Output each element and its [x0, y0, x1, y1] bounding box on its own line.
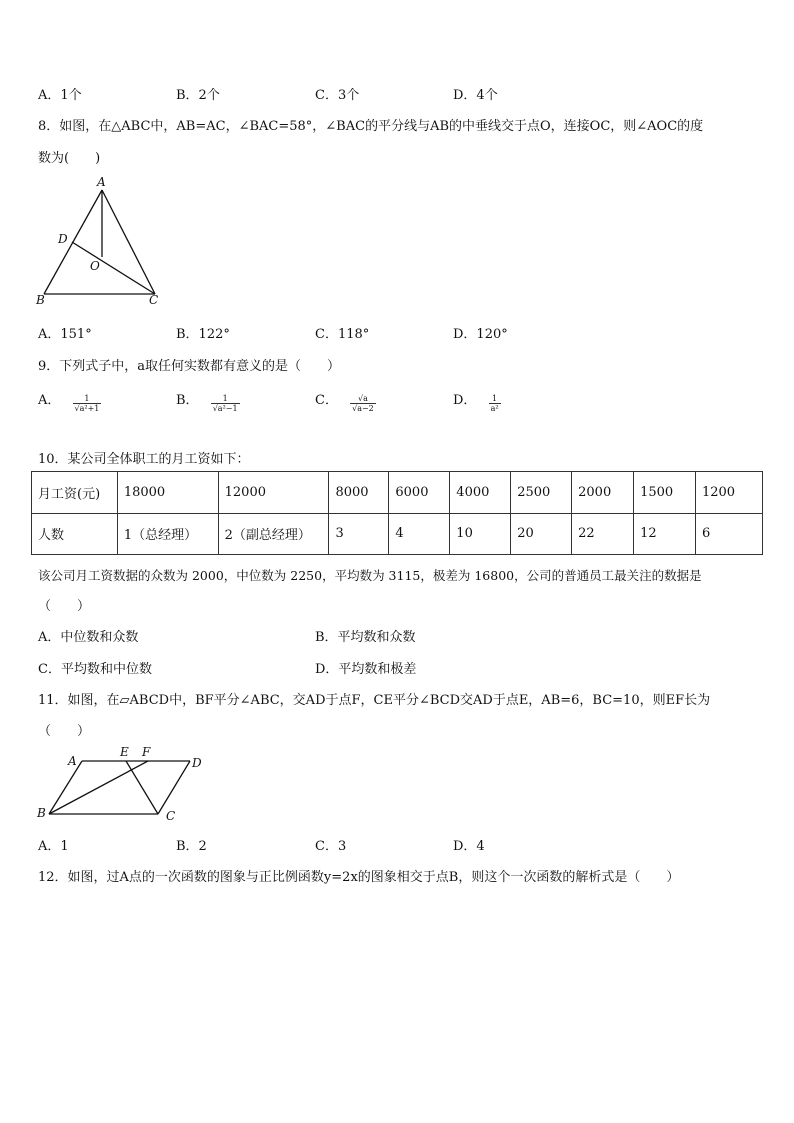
q7-option-d[interactable]: D．4个 [453, 88, 498, 103]
table-cell: 人数 [32, 513, 118, 555]
q11-label-d: D [192, 756, 202, 770]
table-cell: 12000 [218, 472, 329, 514]
q8-option-b[interactable]: B．122° [176, 327, 230, 342]
q8-stem-line2: 数为( ) [38, 151, 101, 166]
q10-option-b[interactable]: B．平均数和众数 [315, 630, 416, 645]
q7-option-a[interactable]: A．1个 [38, 88, 82, 103]
q11-label-a: A [68, 754, 77, 768]
table-cell: 18000 [117, 472, 218, 514]
q10-option-d[interactable]: D．平均数和极差 [315, 662, 417, 677]
q8-option-a[interactable]: A．151° [38, 327, 92, 342]
q9-a-numerator: 1 [84, 394, 90, 403]
table-cell: 3 [329, 513, 389, 555]
table-cell: 1500 [634, 472, 696, 514]
q9-option-a-letter: A． [38, 393, 61, 408]
q8-label-a: A [97, 175, 106, 189]
q9-c-numerator: √a [357, 394, 368, 403]
q9-b-denominator: √a²−1 [212, 404, 238, 413]
table-cell: 4 [389, 513, 450, 555]
table-cell: 4000 [450, 472, 511, 514]
table-cell: 6000 [389, 472, 450, 514]
q7-option-b[interactable]: B．2个 [176, 88, 220, 103]
q11-label-e: E [120, 745, 129, 759]
table-cell: 1200 [695, 472, 762, 514]
table-cell: 22 [572, 513, 634, 555]
table-cell: 2（副总经理） [218, 513, 329, 555]
q11-option-d[interactable]: D．4 [453, 839, 485, 854]
table-cell: 2000 [572, 472, 634, 514]
q12-stem: 12．如图，过A点的一次函数的图象与正比例函数y=2x的图象相交于点B，则这个一次函数的解析式是（ ） [38, 870, 680, 885]
q9-option-b-fraction [211, 394, 240, 413]
q11-stem-line1: 11．如图，在▱ABCD中，BF平分∠ABC，交AD于点F，CE平分∠BCD交AD于点E，AB=6，BC=10，则EF长为 [38, 693, 711, 708]
table-cell: 6 [695, 513, 762, 555]
table-cell: 10 [450, 513, 511, 555]
q10-paragraph-line2: （ ） [38, 599, 91, 614]
q8-option-d[interactable]: D．120° [453, 327, 508, 342]
q11-stem-line2: （ ） [38, 724, 91, 739]
q9-option-c-letter: C． [315, 393, 338, 408]
q8-label-o: O [90, 259, 100, 273]
q9-option-d[interactable] [453, 388, 501, 413]
q11-parallelogram-figure [30, 740, 220, 828]
q8-stem-line1: 8．如图，在△ABC中，AB=AC，∠BAC=58°，∠BAC的平分线与AB的中垂线交于点O，连接OC，则∠AOC的度 [38, 119, 704, 134]
q9-option-c-fraction [350, 394, 376, 413]
table-cell: 12 [634, 513, 696, 555]
table-cell: 1（总经理） [117, 513, 218, 555]
table-cell: 8000 [329, 472, 389, 514]
q9-option-c[interactable] [315, 388, 376, 413]
q9-b-numerator: 1 [222, 394, 228, 403]
q9-c-denominator: √a−2 [352, 404, 374, 413]
q9-option-a-fraction [73, 394, 102, 413]
q10-option-c[interactable]: C．平均数和中位数 [38, 662, 152, 677]
q8-label-c: C [149, 293, 159, 307]
q11-label-c: C [166, 809, 176, 823]
q9-d-numerator: 1 [492, 394, 498, 403]
q11-option-a[interactable]: A．1 [38, 839, 69, 854]
q8-option-c[interactable]: C．118° [315, 327, 370, 342]
q10-option-a[interactable]: A．中位数和众数 [38, 630, 139, 645]
q8-label-b: B [36, 293, 45, 307]
q9-stem: 9．下列式子中，a取任何实数都有意义的是（ ） [38, 359, 341, 374]
q11-label-f: F [142, 745, 151, 759]
q9-option-b-letter: B． [176, 393, 199, 408]
table-cell: 月工资(元) [32, 472, 118, 514]
table-cell: 2500 [511, 472, 572, 514]
q9-option-a[interactable] [38, 388, 101, 413]
table-row-salary [32, 472, 763, 514]
q9-option-d-fraction [489, 394, 501, 413]
q10-stem: 10．某公司全体职工的月工资如下： [38, 452, 250, 467]
q8-label-d: D [58, 232, 68, 246]
q10-paragraph-line1: 该公司月工资数据的众数为 2000，中位数为 2250，平均数为 3115，极差为 16800，公司的普通员工最关注的数据是 [38, 568, 702, 583]
q8-triangle-figure [30, 172, 170, 312]
q11-label-b: B [37, 806, 46, 820]
q11-option-b[interactable]: B．2 [176, 839, 207, 854]
table-cell: 20 [511, 513, 572, 555]
q9-option-b[interactable] [176, 388, 240, 413]
q9-a-denominator: √a²+1 [74, 404, 100, 413]
table-row-count [32, 513, 763, 555]
q9-d-denominator: a² [490, 404, 499, 413]
q11-option-c[interactable]: C．3 [315, 839, 347, 854]
q7-option-c[interactable]: C．3个 [315, 88, 360, 103]
q9-option-d-letter: D． [453, 393, 477, 408]
salary-table [31, 471, 763, 555]
